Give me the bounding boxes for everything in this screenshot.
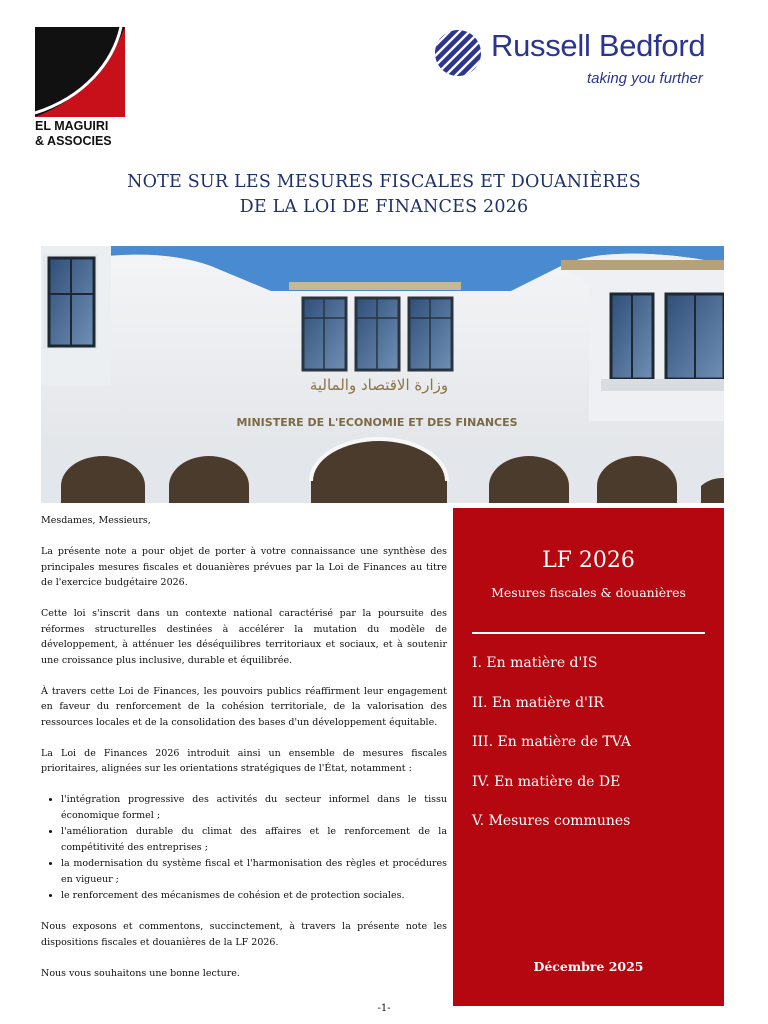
paragraph-intro: La présente note a pour objet de porter à votre connaissance une synthèse des principales mesures fiscales et douanières prévues par la Loi de Finances au titre de l'exercice budgétaire 2026. <box>41 546 447 588</box>
list-item: • le renforcement des mécanismes de cohésion et de protection sociales. <box>61 888 447 904</box>
sidebar-item-is[interactable]: I. En matière d'IS <box>472 655 598 671</box>
closing: Nous vous souhaitons une bonne lecture. <box>41 967 240 979</box>
el-maguiri-logo <box>35 27 127 147</box>
document-title <box>40 170 728 220</box>
sidebar-item-ir[interactable]: II. En matière d'IR <box>472 694 604 711</box>
el-maguiri-logo-mark <box>35 27 125 117</box>
paragraph-commitment: À travers cette Loi de Finances, les pouvoirs publics réaffirment leur engagement en faveur du renforcement de la cohésion territoriale, de la valorisation des ressources locales et de la consolidation des bases d'un développement équitable. <box>41 685 447 728</box>
ministry-sign-arabic: وزارة الاقتصاد والمالية <box>309 376 449 394</box>
paragraph-context: Cette loi s'inscrit dans un contexte national caractérisé par la poursuite des réformes structurelles destinées à accélérer la mutation du modèle de développement, à atténuer les déséquilibres territoriaux et sociaux, et à soutenir une croissance plus inclusive, durable et équilibrée. <box>41 608 447 666</box>
sidebar-contents <box>472 654 631 852</box>
sidebar-item-de[interactable]: IV. En matière de DE <box>472 773 621 790</box>
document-title-line2: DE LA LOI DE FINANCES 2026 <box>239 197 529 217</box>
priorities-list <box>41 792 447 904</box>
ministry-building-photo <box>41 246 724 503</box>
list-item: • l'amélioration durable du climat des affaires et le renforcement de la compétitivité des entreprises ; <box>61 824 447 855</box>
salutation: Mesdames, Messieurs, <box>41 515 151 526</box>
list-item: • la modernisation du système fiscal et l'harmonisation des règles et procédures en vigueur ; <box>61 856 447 887</box>
sidebar-divider <box>472 632 705 634</box>
el-maguiri-name-line1: EL MAGUIRI <box>35 119 109 133</box>
paragraph-measures: La Loi de Finances 2026 introduit ainsi un ensemble de mesures fiscales prioritaires, alignées sur les orientations stratégiques de l'État, notamment : <box>41 747 447 774</box>
russell-bedford-brand-name: Russell Bedford <box>491 28 706 63</box>
letter-body <box>41 513 447 997</box>
sidebar-date: Décembre 2025 <box>533 959 644 974</box>
sidebar-item-mesures-communes[interactable]: V. Mesures communes <box>472 813 631 829</box>
ministry-sign-french: MINISTERE DE L'ECONOMIE ET DES FINANCES <box>236 416 518 429</box>
page-number: -1- <box>377 1003 391 1014</box>
russell-bedford-logo <box>433 28 723 92</box>
summary-sidebar <box>453 508 724 1006</box>
sidebar-subtitle: Mesures fiscales & douanières <box>491 585 686 600</box>
sidebar-item-tva[interactable]: III. En matière de TVA <box>472 734 631 750</box>
russell-bedford-tagline: taking you further <box>587 70 703 87</box>
document-title-line1: NOTE SUR LES MESURES FISCALES ET DOUANIÈRES <box>127 172 641 192</box>
el-maguiri-name-line2: & ASSOCIES <box>35 134 112 148</box>
list-item: • l'intégration progressive des activités du secteur informel dans le tissu économique formel ; <box>61 792 447 823</box>
paragraph-summary: Nous exposons et commentons, succinctement, à travers la présente note les dispositions fiscales et douanières de la LF 2026. <box>41 921 447 948</box>
sidebar-title: LF 2026 <box>542 548 635 573</box>
russell-bedford-globe-icon <box>433 28 483 78</box>
